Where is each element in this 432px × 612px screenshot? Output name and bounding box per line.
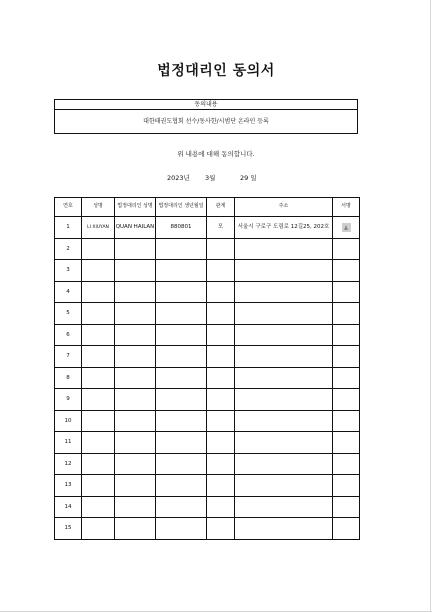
cell-signature (333, 453, 360, 475)
cell-address (235, 410, 333, 432)
cell-name (82, 389, 115, 411)
cell-guardian-name (115, 389, 156, 411)
guardian-table (54, 197, 360, 540)
cell-name (82, 281, 115, 303)
cell-signature (333, 410, 360, 432)
cell-guardian-name (115, 260, 156, 282)
consent-body: 대한태권도협회 선수/동사한/시범단 온라인 등록 (143, 118, 269, 125)
cell-guardian-name (115, 346, 156, 368)
cell-no: 5 (55, 303, 82, 325)
cell-guardian-birth (156, 475, 207, 497)
cell-relation (207, 518, 235, 540)
signature-image-icon (342, 223, 351, 232)
cell-relation (207, 303, 235, 325)
cell-no: 9 (55, 389, 82, 411)
cell-signature (333, 217, 360, 239)
cell-name (82, 496, 115, 518)
table-row (55, 475, 360, 497)
cell-guardian-name (115, 432, 156, 454)
cell-no: 14 (55, 496, 82, 518)
cell-relation-text: 모 (217, 223, 224, 230)
table-row (55, 281, 360, 303)
cell-guardian-name (115, 238, 156, 260)
cell-no: 10 (55, 410, 82, 432)
cell-relation (207, 410, 235, 432)
cell-relation (207, 496, 235, 518)
cell-relation (207, 217, 235, 239)
header-address: 주소 (235, 198, 333, 217)
cell-no: 15 (55, 518, 82, 540)
table-row (55, 496, 360, 518)
cell-guardian-birth (156, 238, 207, 260)
cell-relation (207, 346, 235, 368)
cell-signature (333, 389, 360, 411)
cell-no: 4 (55, 281, 82, 303)
cell-name (82, 475, 115, 497)
cell-address (235, 475, 333, 497)
cell-name (82, 303, 115, 325)
header-no: 연호 (55, 198, 82, 217)
cell-guardian-birth (156, 303, 207, 325)
cell-relation (207, 475, 235, 497)
header-relation: 관계 (207, 198, 235, 217)
cell-guardian-birth (156, 496, 207, 518)
table-row (55, 518, 360, 540)
table-row (55, 367, 360, 389)
cell-no: 12 (55, 453, 82, 475)
cell-signature (333, 518, 360, 540)
cell-signature (333, 260, 360, 282)
cell-signature (333, 475, 360, 497)
cell-name (82, 346, 115, 368)
cell-address (235, 260, 333, 282)
cell-guardian-name (115, 324, 156, 346)
cell-address (235, 281, 333, 303)
agree-statement: 위 내용에 대해 동의합니다. (177, 150, 255, 158)
cell-guardian-birth (156, 432, 207, 454)
cell-name (82, 410, 115, 432)
cell-guardian-birth (156, 346, 207, 368)
table-row (55, 432, 360, 454)
cell-no: 11 (55, 432, 82, 454)
cell-guardian-birth (156, 281, 207, 303)
cell-address (235, 518, 333, 540)
cell-signature (333, 238, 360, 260)
cell-relation (207, 324, 235, 346)
cell-address (235, 389, 333, 411)
cell-address (235, 367, 333, 389)
cell-name (82, 217, 115, 239)
header-guardian-birth: 법정대리인 생년월일 (156, 198, 207, 217)
cell-guardian-name (115, 217, 156, 239)
cell-no: 7 (55, 346, 82, 368)
cell-guardian-birth (156, 260, 207, 282)
cell-name (82, 324, 115, 346)
table-row (55, 217, 360, 239)
cell-address (235, 303, 333, 325)
cell-signature (333, 324, 360, 346)
cell-guardian-name (115, 410, 156, 432)
cell-guardian-name (115, 367, 156, 389)
cell-no: 13 (55, 475, 82, 497)
table-body (55, 217, 360, 540)
cell-address (235, 346, 333, 368)
header-name: 성명 (82, 198, 115, 217)
cell-guardian-birth (156, 324, 207, 346)
cell-guardian-name (115, 281, 156, 303)
consent-box (54, 99, 358, 134)
cell-name (82, 453, 115, 475)
cell-signature (333, 432, 360, 454)
cell-address (235, 324, 333, 346)
cell-relation (207, 453, 235, 475)
cell-no: 3 (55, 260, 82, 282)
document-title: 법정대리인 동의서 (157, 63, 275, 79)
date-month: 3월 (205, 174, 216, 182)
cell-relation (207, 238, 235, 260)
cell-guardian-birth (156, 453, 207, 475)
cell-address (235, 432, 333, 454)
cell-guardian-name (115, 453, 156, 475)
cell-relation (207, 432, 235, 454)
cell-relation (207, 281, 235, 303)
cell-guardian-name (115, 475, 156, 497)
date-day: 29 일 (240, 174, 257, 182)
cell-signature (333, 367, 360, 389)
table-row (55, 346, 360, 368)
table-row (55, 389, 360, 411)
cell-address (235, 453, 333, 475)
table-row (55, 453, 360, 475)
cell-address (235, 238, 333, 260)
cell-name (82, 518, 115, 540)
cell-no: 1 (55, 217, 82, 239)
table-row (55, 410, 360, 432)
cell-guardian-name (115, 518, 156, 540)
cell-guardian-birth (156, 217, 207, 239)
cell-signature (333, 281, 360, 303)
cell-guardian-name (115, 303, 156, 325)
page-edge-right (430, 0, 431, 612)
cell-signature (333, 303, 360, 325)
cell-name-text: LI XIUYAN (87, 224, 109, 230)
header-signature: 서명 (333, 198, 360, 217)
table-row (55, 303, 360, 325)
table-header-row (55, 198, 360, 217)
table-row (55, 324, 360, 346)
table-row (55, 260, 360, 282)
cell-address (235, 496, 333, 518)
cell-no: 6 (55, 324, 82, 346)
cell-signature (333, 496, 360, 518)
cell-name (82, 432, 115, 454)
cell-name (82, 260, 115, 282)
header-guardian-name: 법정대리인 성명 (115, 198, 156, 217)
cell-guardian-name (115, 496, 156, 518)
cell-no: 8 (55, 367, 82, 389)
cell-guardian-birth (156, 367, 207, 389)
cell-address (235, 217, 333, 239)
table-row (55, 238, 360, 260)
cell-guardian-name-text: QUAN HAILAN (115, 223, 155, 230)
cell-relation (207, 389, 235, 411)
cell-name (82, 367, 115, 389)
cell-guardian-birth (156, 389, 207, 411)
cell-guardian-birth-text: 880801 (170, 223, 192, 230)
consent-header: 동의내용 (55, 100, 357, 110)
cell-name (82, 238, 115, 260)
cell-guardian-birth (156, 518, 207, 540)
date-year: 2023년 (167, 174, 190, 182)
cell-relation (207, 367, 235, 389)
cell-signature (333, 346, 360, 368)
cell-address-text: 서울시 구로구 도림로 12길25, 202호 (237, 223, 330, 230)
cell-guardian-birth (156, 410, 207, 432)
cell-no: 2 (55, 238, 82, 260)
cell-relation (207, 260, 235, 282)
